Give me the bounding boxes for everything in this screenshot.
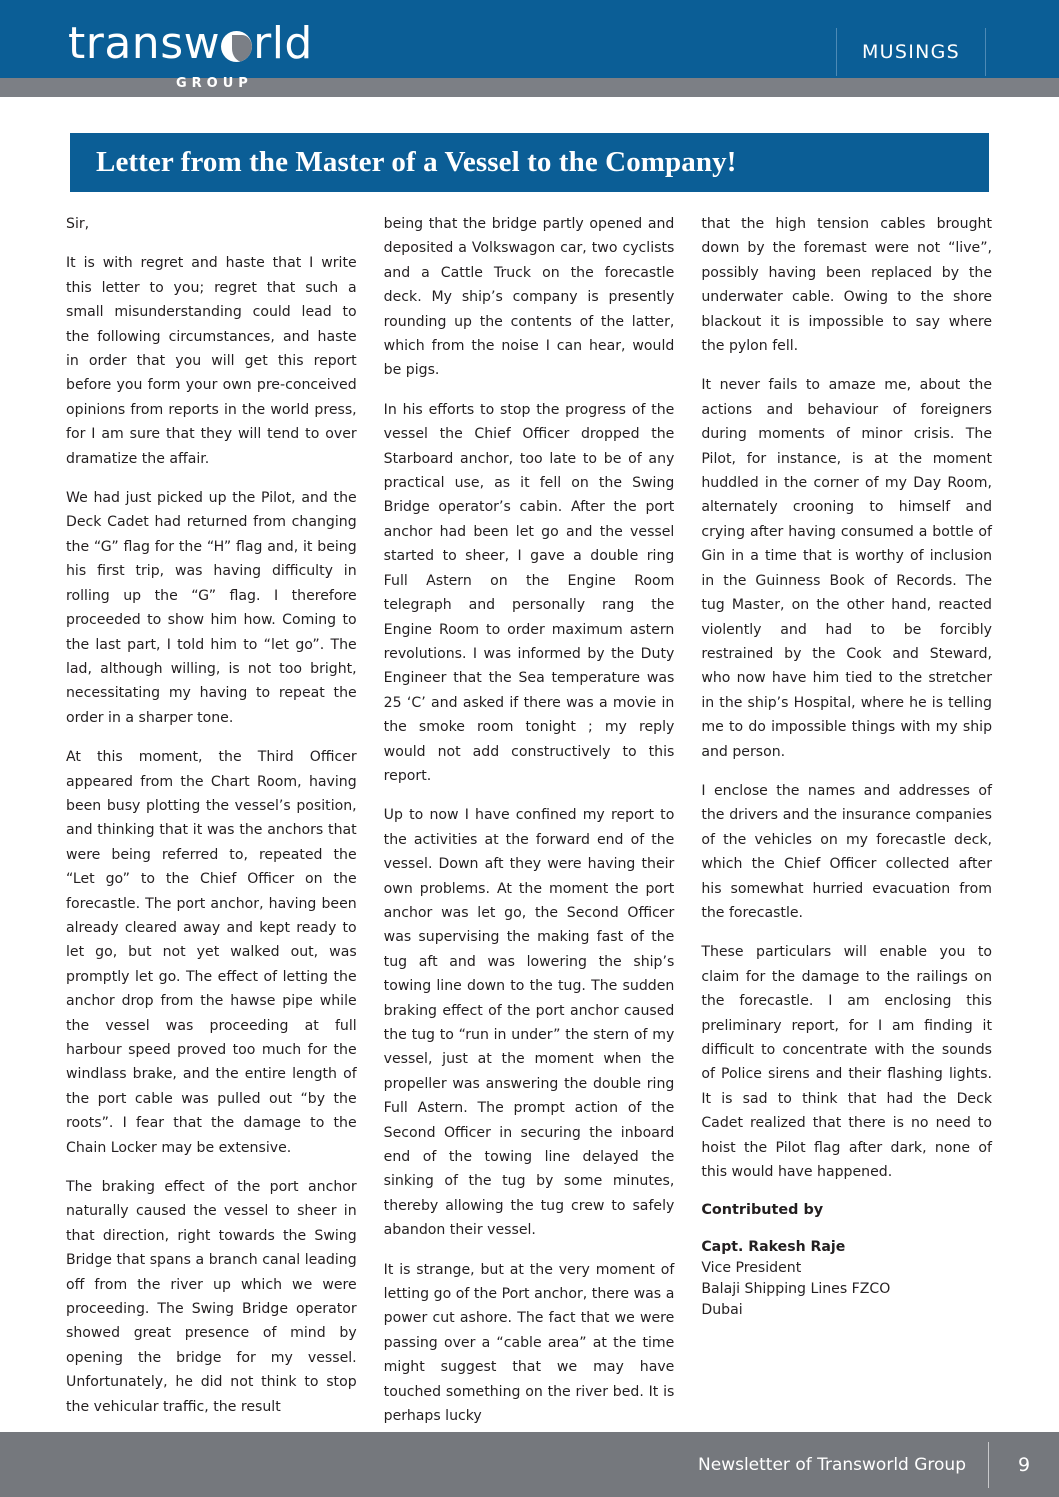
section-label: MUSINGS (861, 41, 961, 63)
paragraph: Up to now I have confined my report to the activities at the forward end of the vessel. Down aft they were having their own problems. At the moment the port anchor was let go, the Second Officer was supervising the making fast of the tug aft and was lowering the ship’s towing line down to the tug. The sudden braking effect of the port anchor caused the tug to “run in under” the stern of my vessel, just at the moment when the propeller was answering the double ring Full Astern. The prompt action of the Second Officer in securing the inboard end of the towing line delayed the sinking of the tug by some minutes, thereby allowing the tug crew to safely abandon their vessel. (383, 807, 675, 1239)
paragraph: We had just picked up the Pilot, and the Deck Cadet had returned from changing the “G” flag for the “H” flag and, it being his first trip, was having difficulty in rolling up the “G” flag. I therefore proceeded to show him how. Coming to the last part, I told him to “let go”. The lad, although willing, is not too bright, necessitating my having to repeat the order in a sharper tone. (66, 490, 357, 726)
section-label-box (836, 28, 986, 76)
paragraph: being that the bridge partly opened and deposited a Volkswagon car, two cyclists and a Cattle Truck on the forecastle deck. My ship’s company is presently rounding up the contents of the latter, which from the noise I can hear, would be pigs. (383, 216, 675, 379)
contributor-location: Dubai (701, 1302, 743, 1319)
paragraph: These particulars will enable you to claim for the damage to the railings on the forecastle. I am enclosing this preliminary report, for I am finding it difficult to concentrate with the sounds of Police sirens and their flashing lights. It is sad to think that had the Deck Cadet realized that there is no need to hoist the Pilot flag after dark, none of this would have happened. (701, 944, 993, 1181)
paragraph: that the high tension cables brought down by the foremast were not “live”, possibly having been replaced by the underwater cable. Owing to the shore blackout it is impossible to say where the pylon fell. (701, 216, 993, 355)
paragraph: It is strange, but at the very moment of letting go of the Port anchor, there was a power cut ashore. The fact that we were passing over a “cable area” at the time might suggest that we may have touched something on the river bed. It is perhaps lucky (383, 1261, 675, 1425)
page-title: Letter from the Master of a Vessel to the Company! (96, 146, 737, 178)
page-number: 9 (1017, 1453, 1031, 1476)
contributor-block (701, 1202, 992, 1321)
article-column-2 (383, 212, 675, 1425)
contributor-heading: Contributed by (701, 1202, 824, 1219)
brand-wordmark (68, 18, 313, 69)
paragraph: Sir, (66, 216, 90, 232)
contributor-company: Balaji Shipping Lines FZCO (701, 1281, 891, 1298)
brand-subtitle: GROUP (176, 76, 253, 91)
article-column-3 (701, 212, 992, 1382)
paragraph: It is with regret and haste that I write this letter to you; regret that such a small misunderstanding could lead to the following circumstances, and haste in order that you will get this report before you form your own pre-conceived opinions from reports in the world press, for I am sure that they will tend to over dramatize the affair. (66, 255, 357, 467)
footer-label: Newsletter of Transworld Group (698, 1454, 966, 1475)
brand-name-part-1: transw (68, 18, 221, 69)
paragraph: The braking effect of the port anchor naturally caused the vessel to sheer in that direction, right towards the Swing Bridge that spans a branch canal leading off from the river up which we were proceeding. The Swing Bridge operator showed great presence of mind by opening the bridge for my vessel. Unfortunately, he did not think to stop the vehicular traffic, the result (66, 1179, 357, 1415)
article-title-bar (70, 133, 989, 192)
paragraph: I enclose the names and addresses of the drivers and the insurance companies of the vehicles on my forecastle deck, which the Chief Officer collected after his somewhat hurried evacuation from the forecastle. (701, 782, 993, 921)
contributor-role: Vice President (701, 1260, 802, 1277)
paragraph: In his efforts to stop the progress of the vessel the Chief Officer dropped the Starboard anchor, too late to be of any practical use, as it fell on the Swing Bridge operator’s cabin. After the port anchor had been let go and the vessel started to sheer, I gave a double ring Full Astern on the Engine Room telegraph and personally rang the Engine Room to order maximum astern revolutions. I was informed by the Duty Engineer that the Sea temperature was 25 ‘C’ and asked if there was a movie in the smoke room tonight ; my reply would not add constructively to this report. (383, 401, 675, 784)
contributor-name: Capt. Rakesh Raje (701, 1239, 846, 1256)
gray-divider-band (0, 78, 1059, 97)
paragraph: It never fails to amaze me, about the actions and behaviour of foreigners during moments of minor crisis. The Pilot, for instance, is at the moment huddled in the corner of my Day Room, alternately crooning to himself and crying after having consumed a bottle of Gin in a time that is worthy of inclusion in the Guinness Book of Records. The tug Master, on the other hand, reacted violently and had to be forcibly restrained by the Cook and Steward, who now have him tied to the stretcher in the ship’s Hospital, where he is telling me to do impossible things with my ship and person. (701, 377, 993, 760)
globe-icon (221, 31, 252, 62)
article-column-1 (66, 212, 357, 1415)
paragraph: At this moment, the Third Officer appeared from the Chart Room, having been busy plotting the vessel’s position, and thinking that it was the anchors that were being referred to, repeated the “Let go” to the Chief Officer on the forecastle. The port anchor, having been already cleared away and kept ready to let go, but not yet walked out, was promptly let go. The effect of letting the anchor drop from the hawse pipe while the vessel was proceeding at full harbour speed proved too much for the windlass brake, and the entire length of the port cable was pulled out “by the roots”. I fear that the damage to the Chain Locker may be extensive. (66, 749, 357, 1156)
page-footer (0, 1432, 1059, 1497)
article-body (66, 212, 993, 1425)
brand-name-part-2: rld (253, 18, 313, 69)
